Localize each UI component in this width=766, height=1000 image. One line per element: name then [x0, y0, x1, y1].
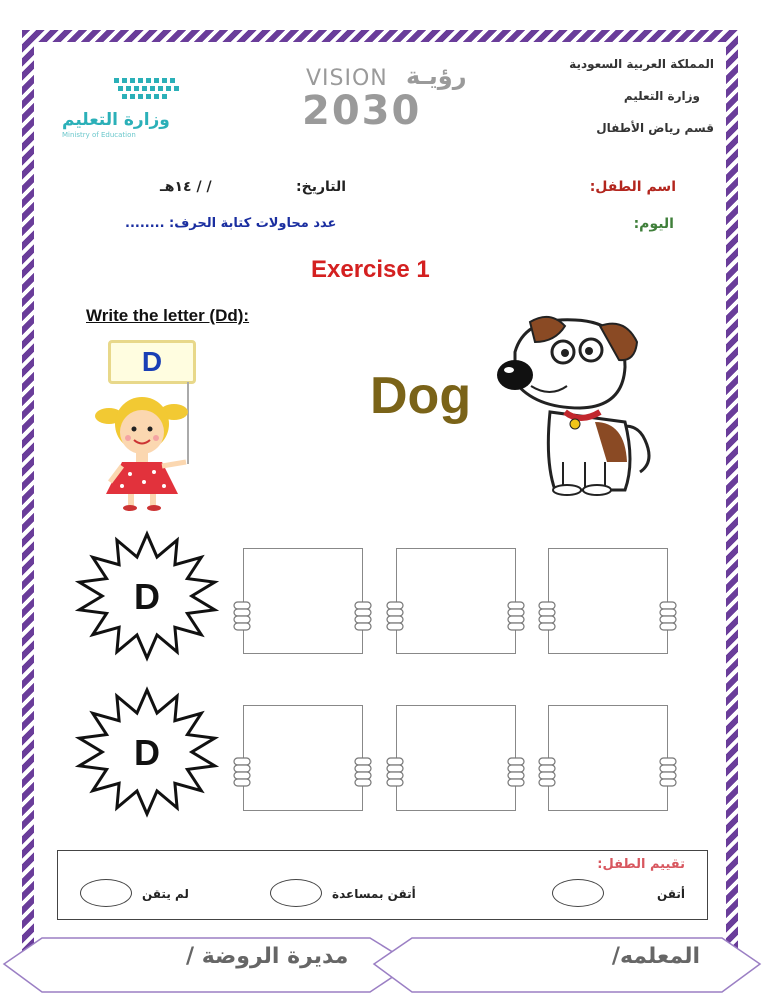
dog-word: Dog — [370, 367, 472, 425]
date-label: التاريخ: — [296, 179, 347, 195]
hand-icon — [231, 756, 253, 790]
hand-icon — [384, 600, 406, 634]
option-mastered-oval[interactable] — [552, 879, 604, 907]
header-ministry: وزارة التعليم — [623, 89, 700, 103]
vision-2030-logo — [302, 64, 492, 136]
writing-box[interactable] — [243, 548, 363, 654]
writing-box[interactable] — [396, 705, 516, 811]
letter-sign-board: D — [108, 340, 196, 384]
day-label: اليوم: — [633, 216, 674, 232]
exercise-title: Exercise 1 — [311, 256, 430, 283]
writing-box[interactable] — [243, 705, 363, 811]
writing-box[interactable] — [396, 548, 516, 654]
instruction-text: Write the letter (Dd): — [86, 306, 250, 325]
writing-box[interactable] — [548, 548, 668, 654]
moe-logo-arabic: وزارة التعليم — [62, 110, 170, 130]
hand-icon — [352, 600, 374, 634]
vision-logo-word: VISION — [306, 66, 388, 91]
date-value: / / ١٤هـ — [160, 179, 212, 195]
option-assisted-label: أتقن بمساعدة — [332, 887, 416, 901]
vision-logo-year: 2030 — [302, 88, 422, 134]
attempts-label: عدد محاولات كتابة الحرف: ........ — [125, 216, 337, 231]
option-mastered-label: أتقن — [656, 887, 685, 901]
option-not-mastered-label: لم يتقن — [142, 887, 189, 901]
hand-icon — [231, 600, 253, 634]
principal-label: مديرة الروضة / — [186, 944, 349, 969]
option-not-mastered-oval[interactable] — [80, 879, 132, 907]
header-country: المملكة العربية السعودية — [569, 57, 714, 71]
child-name-label: اسم الطفل: — [589, 179, 676, 195]
starburst-letter-1-text: D — [134, 576, 160, 617]
hand-icon — [657, 600, 679, 634]
starburst-letter-2-text: D — [134, 732, 160, 773]
evaluation-box — [57, 850, 708, 920]
vision-logo-arabic: رؤيـة — [406, 62, 467, 90]
dog-illustration — [495, 312, 665, 497]
girl-illustration — [92, 382, 202, 512]
moe-logo — [60, 70, 190, 140]
moe-logo-english: Ministry of Education — [62, 131, 136, 139]
writing-box[interactable] — [548, 705, 668, 811]
header-department: قسم رياض الأطفال — [596, 121, 714, 135]
teacher-label: المعلمه/ — [611, 944, 700, 969]
hand-icon — [505, 600, 527, 634]
hand-icon — [536, 756, 558, 790]
hand-icon — [657, 756, 679, 790]
option-assisted-oval[interactable] — [270, 879, 322, 907]
starburst-letter-1 — [72, 530, 222, 662]
hand-icon — [505, 756, 527, 790]
starburst-letter-2 — [72, 686, 222, 818]
moe-logo-dots-icon — [60, 70, 190, 110]
evaluation-title: تقييم الطفل: — [597, 857, 685, 872]
hand-icon — [536, 600, 558, 634]
hand-icon — [384, 756, 406, 790]
hand-icon — [352, 756, 374, 790]
